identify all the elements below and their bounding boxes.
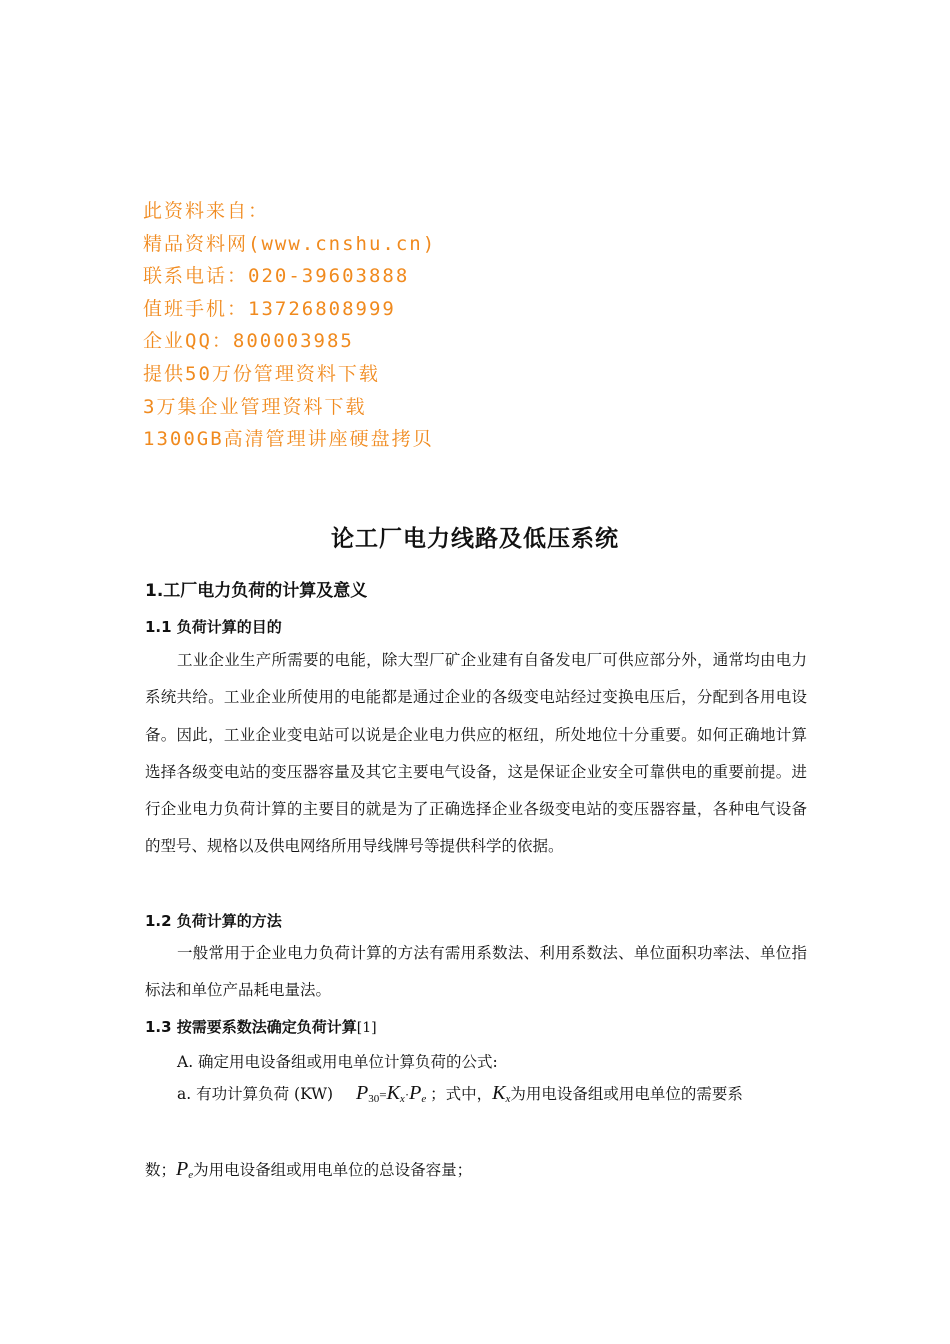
source-info-line: 企业QQ：800003985 <box>143 330 354 353</box>
citation-ref: [1] <box>356 1020 377 1036</box>
formula-symbol: P <box>356 1082 369 1104</box>
formula-b-prefix: 数； <box>145 1161 177 1179</box>
subsection-heading <box>145 1016 377 1037</box>
source-info-line: 此资料来自： <box>143 200 270 222</box>
formula-a-line <box>177 1082 807 1105</box>
subsection-heading-text: 1.3 按需要系数法确定负荷计算 <box>145 1018 357 1036</box>
formula-symbol: P <box>176 1158 189 1180</box>
formula-a-label: a. 有功计算负荷 (KW) <box>177 1085 334 1103</box>
formula-a-description: 为用电设备组或用电单位的需要系 <box>510 1085 743 1103</box>
source-info-line: 精品资料网(www.cnshu.cn) <box>143 232 437 255</box>
source-info-block <box>143 195 436 456</box>
subsection-heading: 1.1 负荷计算的目的 <box>145 618 282 636</box>
section-heading: 1.工厂电力负荷的计算及意义 <box>145 581 368 601</box>
formula-symbol-pe <box>176 1158 194 1181</box>
formula-coefficient <box>492 1082 511 1105</box>
formula-subscript: e <box>421 1093 427 1105</box>
formula-operator: = <box>379 1087 387 1102</box>
subsection-heading: 1.2 负荷计算的方法 <box>145 912 282 930</box>
paragraph: 一般常用于企业电力负荷计算的方法有需用系数法、利用系数法、单位面积功率法、单位指标法和单位产品耗电量法。 <box>145 944 807 1000</box>
source-info-line: 值班手机：13726808999 <box>143 297 396 320</box>
formula-subscript: x <box>505 1093 511 1105</box>
formula-b-line <box>145 1158 472 1181</box>
formula-a <box>356 1082 430 1105</box>
formula-b-description: 为用电设备组或用电单位的总设备容量； <box>193 1161 473 1179</box>
formula-symbol: K <box>386 1082 400 1104</box>
formula-symbol: P <box>409 1082 422 1104</box>
formula-subscript: 30 <box>368 1093 380 1105</box>
formula-subscript: x <box>399 1093 405 1105</box>
paragraph: 工业企业生产所需要的电能，除大型厂矿企业建有自备发电厂可供应部分外，通常均由电力系统共给。工业企业所使用的电能都是通过企业的各级变电站经过变换电压后，分配到各用电设备。因此，工业企业变电站可以说是企业电力供应的枢纽，所处地位十分重要。如何正确地计算选择各级变电站的变压器容量及其它主要电气设备，这是保证企业安全可靠供电的重要前提。进行企业电力负荷计算的主要目的就是为了正确选择企业各级变电站的变压器容量，各种电气设备的型号、规格以及供电网络所用导线牌号等提供科学的依据。 <box>145 651 807 856</box>
formula-a-connector: ；式中， <box>430 1085 493 1103</box>
source-info-line: 1300GB高清管理讲座硬盘拷贝 <box>143 428 434 451</box>
formula-operator: · <box>404 1087 410 1102</box>
formula-symbol: K <box>492 1082 506 1104</box>
source-info-line: 3万集企业管理资料下载 <box>143 395 367 418</box>
source-info-line: 提供50万份管理资料下载 <box>143 362 380 385</box>
formula-subscript: e <box>188 1169 194 1181</box>
document-title: 论工厂电力线路及低压系统 <box>331 526 619 552</box>
formula-intro: A. 确定用电设备组或用电单位计算负荷的公式: <box>177 1053 498 1071</box>
source-info-line: 联系电话：020-39603888 <box>143 265 410 288</box>
